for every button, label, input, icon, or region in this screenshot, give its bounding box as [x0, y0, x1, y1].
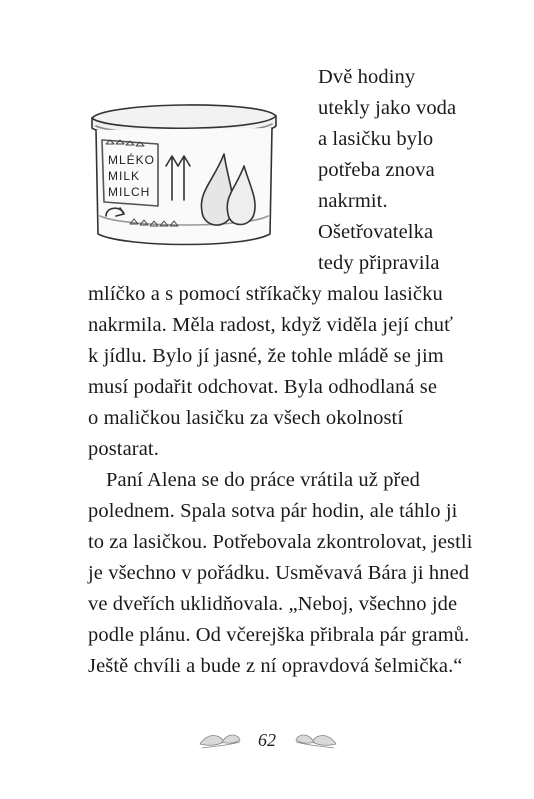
text-line: ve dveřích uklidňovala. „Neboj, všechno jde [88, 593, 458, 615]
text-line: postarat. [88, 438, 159, 460]
text-line: Ještě chvíli a bude z ní opravdová šelmička.“ [88, 655, 463, 677]
text-line: mlíčko a s pomocí stříkačky malou lasičku [88, 283, 443, 305]
text-line: k jídlu. Bylo jí jasné, že tohle mládě se jim [88, 345, 444, 367]
text-line: Ošetřovatelka [318, 221, 434, 243]
label-line-2: MILK [108, 169, 141, 183]
page-number: 62 [258, 730, 276, 750]
text-line: to za lasičkou. Potřebovala zkontrolovat, jestli [88, 531, 473, 553]
text-line: je všechno v pořádku. Usměvavá Bára ji hned [88, 562, 470, 584]
text-line: a lasičku bylo [318, 128, 434, 150]
label-line-1: MLÉKO [108, 153, 156, 167]
text-line: nakrmit. [318, 190, 388, 212]
leaf-ornament-left-icon [196, 728, 244, 752]
text-line: podle plánu. Od včerejška přibrala pár gramů. [88, 624, 470, 646]
leaf-ornament-right-icon [292, 728, 340, 752]
text-line: nakrmila. Měla radost, když viděla její chuť [88, 314, 453, 336]
text-line: potřeba znova [318, 159, 435, 181]
text-line: utekly jako voda [318, 97, 457, 119]
text-line: musí podařit odchovat. Byla odhodlaná se [88, 376, 438, 398]
text-line: polednem. Spala sotva pár hodin, ale táhlo ji [88, 500, 458, 522]
milk-container-icon [86, 96, 282, 256]
page-footer [0, 728, 534, 758]
label-line-3: MILCH [108, 185, 151, 199]
text-line: Dvě hodiny [318, 66, 416, 88]
paragraph-first-line: Paní Alena se do práce vrátila už před [106, 469, 421, 491]
text-line: tedy připravila [318, 252, 440, 274]
text-line: o maličkou lasičku za všech okolností [88, 407, 404, 429]
